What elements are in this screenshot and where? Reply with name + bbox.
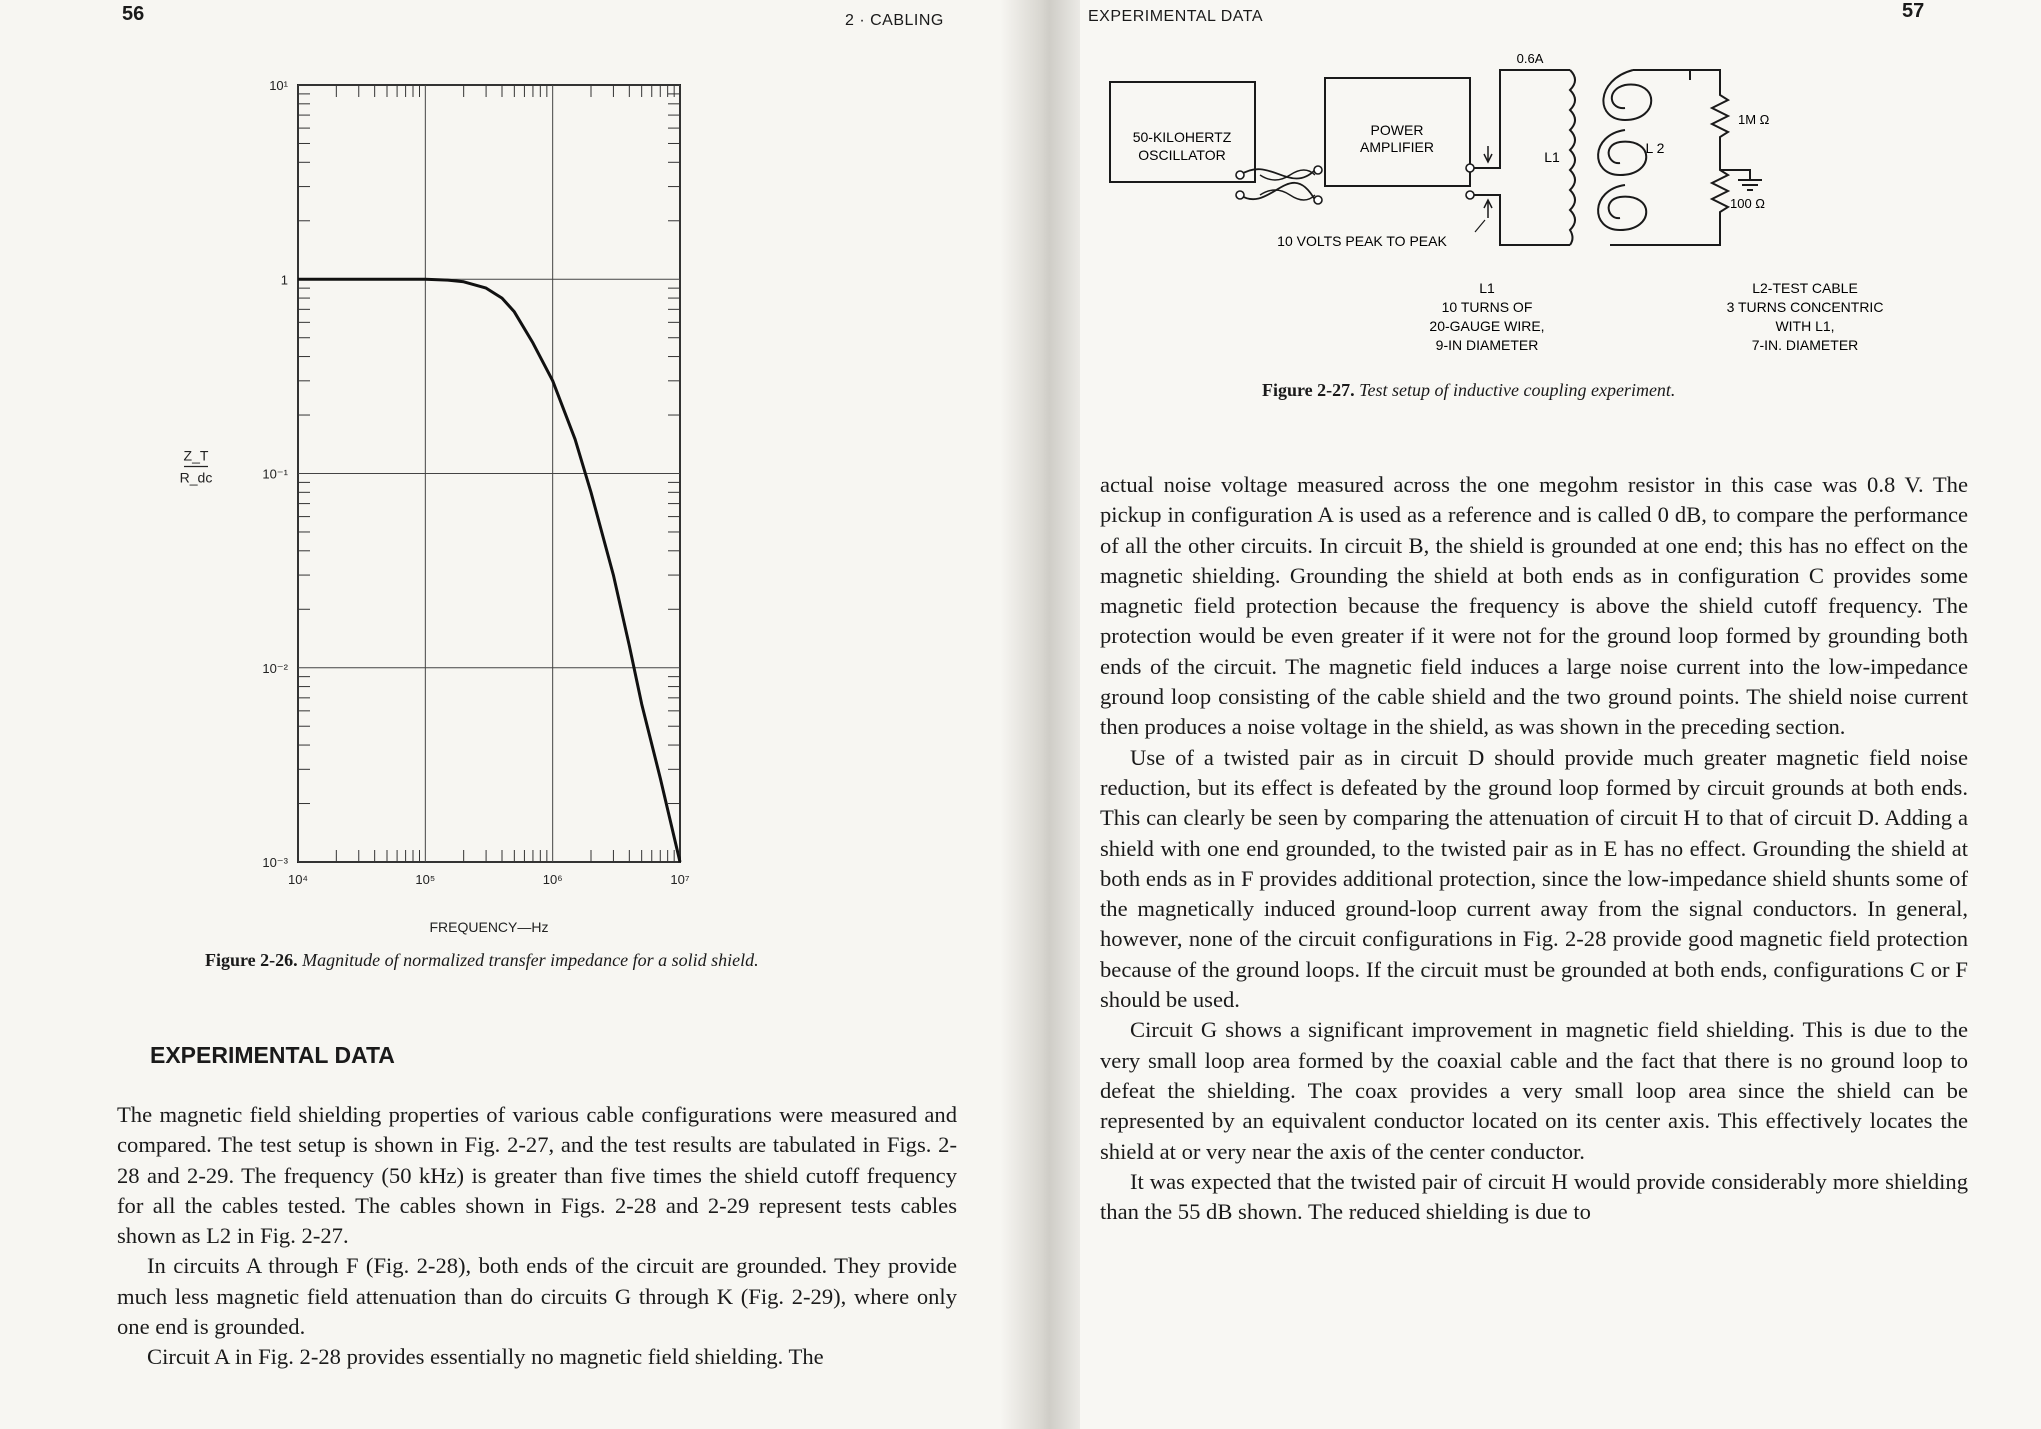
oscillator-label-2: OSCILLATOR <box>1138 147 1226 163</box>
y-tick-label: 10⁻² <box>262 660 288 676</box>
l2-label: L 2 <box>1645 140 1665 156</box>
l1-label: L1 <box>1544 149 1560 165</box>
resistor-1m-label: 1M Ω <box>1738 112 1770 127</box>
section-heading: EXPERIMENTAL DATA <box>150 1042 395 1068</box>
caption-text: Test setup of inductive coupling experiment. <box>1359 380 1676 400</box>
x-tick-label: 10⁶ <box>542 872 563 887</box>
current-label: 0.6A <box>1516 51 1544 66</box>
body-text <box>1100 470 1968 1227</box>
right-page <box>1080 0 2041 1429</box>
body-text <box>117 1100 957 1373</box>
figure-caption <box>1262 380 1962 401</box>
paragraph: The magnetic field shielding properties of various cable configurations were measured and compared. The test setup is shown in Fig. 2-27, and the test results are tabulated in Figs. 2-28 and 2-29. The frequency (50 kHz) is greater than five times the shield cutoff frequency for all the cables tested. The cables shown in Figs. 2-28 and 2-29 represent tests cables shown as L2 in Fig. 2-27. <box>117 1102 957 1249</box>
y-tick-label: 10⁻¹ <box>262 466 288 482</box>
paragraph: Use of a twisted pair as in circuit D should provide much greater magnetic field noise reduction, but its effect is defeated by the ground loop formed by circuit grounds at both ends. This can clearly be seen by comparing the attenuation of circuit H to that of circuit D. Adding a shield with one end grounded, to the twisted pair as in E has no effect. Grounding the shield at both ends as in F provides additional protection, since the low-impedance shield shunts some of the magnetically induced ground-loop current away from the signal conductors. In general, however, none of the circuit configurations in Fig. 2-28 provide good magnetic field protection because of the ground loops. If the circuit must be grounded at both ends, configurations C or F should be used. <box>1100 744 1968 1013</box>
l1-note-line: 20-GAUGE WIRE, <box>1429 318 1545 334</box>
voltage-label: 10 VOLTS PEAK TO PEAK <box>1277 233 1447 249</box>
figure-2-27 <box>1100 50 2000 360</box>
paragraph: actual noise voltage measured across the one megohm resistor in this case was 0.8 V. The pickup in configuration A is used as a reference and is called 0 dB, to compare the performance of all the other circuits. In circuit B, the shield is grounded at one end; this has no effect on the magnetic shielding. Grounding the shield at both ends as in configuration C provides some magnetic field protection because the frequency is above the shield cutoff frequency. The protection would be even greater if it were not for the ground loop formed by grounding both ends of the circuit. The magnetic field induces a large noise current into the low-impedance ground loop consisting of the cable shield and the two ground points. The shield noise current then produces a noise voltage in the shield, as was shown in the preceding section. <box>1100 472 1968 740</box>
y-axis-label: R_dc <box>179 469 213 486</box>
paragraph: Circuit G shows a significant improvement in magnetic field shielding. This is due to the very small loop area formed by the coaxial cable and the fact that there is no ground loop to defeat the shielding. The coax provides a very small loop area since the shield can be represented by an equivalent conductor located on its center axis. This effectively locates the shield at or very near the axis of the center conductor. <box>1100 1017 1968 1164</box>
paragraph: Circuit A in Fig. 2-28 provides essentially no magnetic field shielding. The <box>147 1344 824 1370</box>
transfer-impedance-chart <box>170 50 930 940</box>
y-axis-label: Z_T <box>183 447 209 464</box>
caption-text: Magnitude of normalized transfer impedance for a solid shield. <box>302 950 759 970</box>
y-tick-label: 10¹ <box>269 78 288 93</box>
resistor-100-label: 100 Ω <box>1730 196 1766 211</box>
y-tick-label: 10⁻³ <box>262 855 288 870</box>
page-number: 56 <box>122 3 145 25</box>
caption-label: Figure 2-27. <box>1262 380 1355 400</box>
figure-2-26 <box>170 50 930 940</box>
running-head: EXPERIMENTAL DATA <box>1088 8 1264 25</box>
oscillator-label-1: 50-KILOHERTZ <box>1132 129 1232 145</box>
figure-caption <box>205 950 905 971</box>
page-number: 57 <box>1902 0 1925 22</box>
paragraph: In circuits A through F (Fig. 2-28), both ends of the circuit are grounded. They provide much less magnetic field attenuation than do circuits G through K (Fig. 2-29), where only one end is grounded. <box>117 1253 957 1340</box>
amplifier-label-1: POWER <box>1370 122 1424 138</box>
l2-note-line: 3 TURNS CONCENTRIC <box>1726 299 1884 315</box>
book-gutter <box>1000 0 1090 1429</box>
running-head: 2 · CABLING <box>845 12 944 29</box>
l1-note-line: 10 TURNS OF <box>1441 299 1533 315</box>
x-tick-label: 10⁴ <box>287 872 309 887</box>
l2-note-line: 7-IN. DIAMETER <box>1751 337 1859 353</box>
caption-label: Figure 2-26. <box>205 950 298 970</box>
x-axis-label: FREQUENCY—Hz <box>429 919 549 935</box>
l1-note-line: 9-IN DIAMETER <box>1435 337 1539 353</box>
paragraph: It was expected that the twisted pair of circuit H would provide considerably more shielding than the 55 dB shown. The reduced shielding is due to <box>1100 1168 1968 1225</box>
l1-note-line: L1 <box>1479 280 1495 296</box>
amplifier-label-2: AMPLIFIER <box>1360 139 1434 155</box>
l2-note-line: L2-TEST CABLE <box>1752 280 1858 296</box>
test-setup-diagram <box>1100 50 2000 360</box>
l2-note-line: WITH L1, <box>1775 318 1835 334</box>
series-line <box>298 279 680 862</box>
x-tick-label: 10⁵ <box>415 872 436 887</box>
x-tick-label: 10⁷ <box>670 872 690 887</box>
y-tick-label: 1 <box>280 272 288 288</box>
